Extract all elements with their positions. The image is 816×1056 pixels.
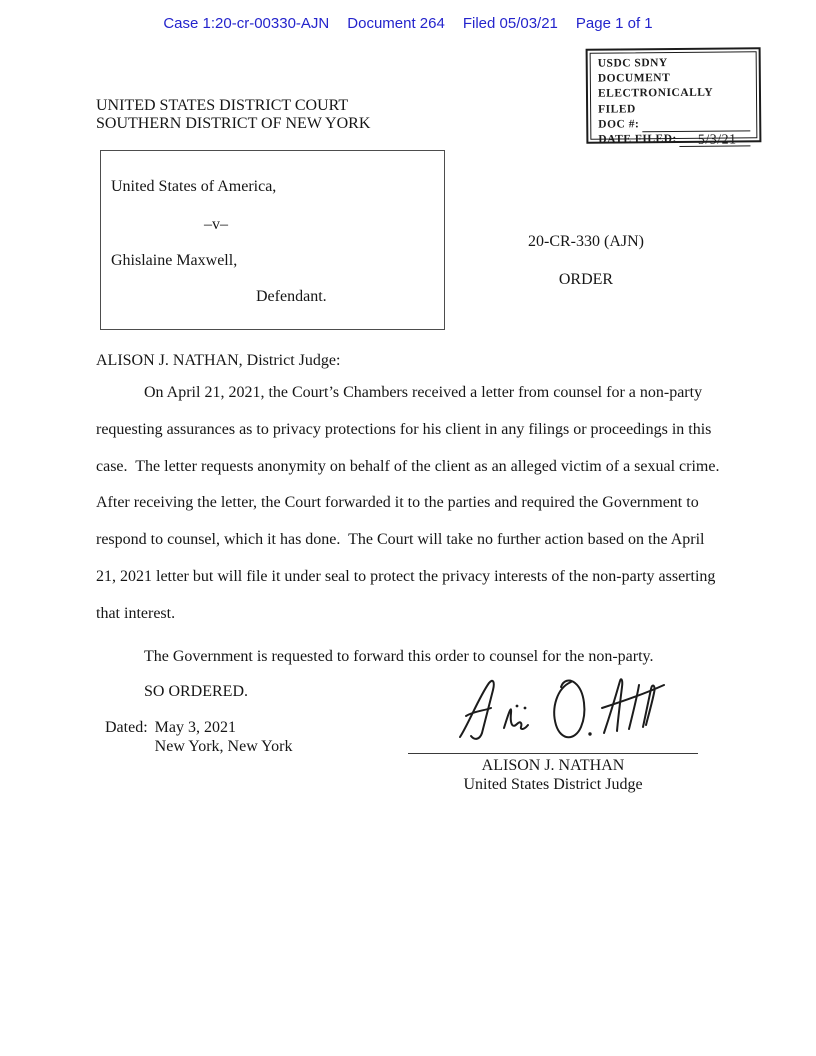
paragraph-line: case. The letter requests anonymity on behalf of the client as an alleged victim of a sexual crime. [96,457,720,475]
case-number: 20-CR-330 (AJN) [528,233,644,250]
caption-defendant-label: Defendant. [256,288,327,305]
case-number-column [445,233,727,289]
paragraph-line: On April 21, 2021, the Court’s Chambers received a letter from counsel for a non-party [144,384,703,401]
judge-name: ALISON J. NATHAN [481,757,625,774]
stamp-doc-number-row [598,116,750,133]
judge-title: United States District Judge [463,775,643,793]
court-name: UNITED STATES DISTRICT COURT [96,97,349,114]
paragraph-line: respond to counsel, which it has done. The Court will take no further action based on the April [96,531,705,549]
ecf-case-number: Case 1:20-cr-00330-AJN [163,15,330,32]
paragraph-line: 21, 2021 letter but will file it under seal to protect the privacy interests of the non-party asserting [96,567,716,585]
dated-place: New York, New York [154,737,293,755]
ecf-document-number: Document 264 [347,15,445,32]
ecf-filed-date: Filed 05/03/21 [462,15,558,32]
caption-versus: –v– [204,216,228,233]
paragraph-line: that interest. [96,604,176,622]
stamp-date-filed-value: 5/3/21 [697,132,737,148]
stamp-court-line: USDC SDNY [597,57,668,70]
dated-date: May 3, 2021 [154,719,236,736]
court-district: SOUTHERN DISTRICT OF NEW YORK [96,115,371,132]
dated-block [105,719,292,756]
stamp-filed-line: ELECTRONICALLY FILED [597,87,713,116]
stamp-date-filed-label: DATE FILED: [598,132,677,146]
filed-stamp [586,47,762,148]
signature-block [408,753,698,794]
ecf-header [0,15,816,32]
ecf-page-count: Page 1 of 1 [575,15,653,32]
order-paragraph-2: The Government is requested to forward this order to counsel for the non-party. [144,648,654,665]
paragraph-line: requesting assurances as to privacy protections for his client in any filings or proceedings in this [96,420,712,438]
stamp-document-line: DOCUMENT [597,72,671,85]
stamp-date-filed-row [598,131,750,148]
judge-signature-image [452,673,668,747]
case-caption-box [100,150,445,330]
stamp-date-filed-blank [680,134,751,148]
stamp-doc-number-blank [642,118,750,132]
order-paragraph-1 [96,375,736,633]
judge-intro-line: ALISON J. NATHAN, District Judge: [96,352,341,369]
caption-defendant-name: Ghislaine Maxwell, [111,252,238,269]
caption-plaintiff: United States of America, [111,178,277,195]
dated-lines [155,719,293,756]
court-heading [96,97,370,133]
so-ordered-line: SO ORDERED. [144,683,249,700]
dated-label: Dated: [105,719,148,736]
stamp-doc-number-label: DOC #: [598,118,640,131]
document-title: ORDER [558,271,614,288]
paragraph-line: After receiving the letter, the Court forwarded it to the parties and required the Government to [96,494,699,512]
filed-stamp-inner [590,51,758,148]
